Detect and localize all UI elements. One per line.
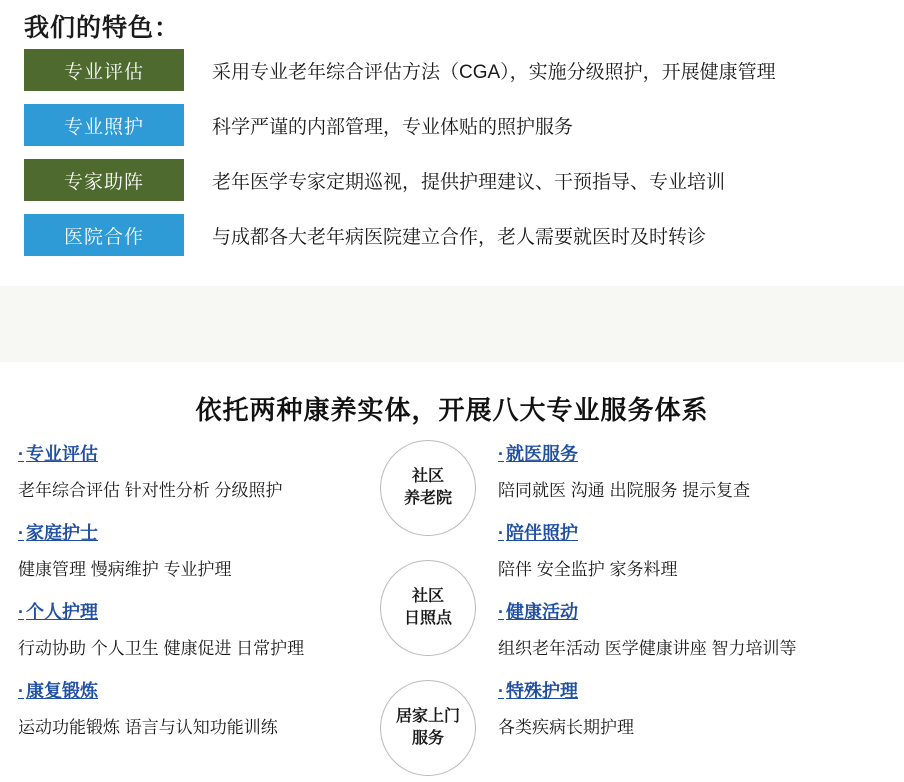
service-heading [498,440,828,466]
feature-tag: 专业照护 [24,104,184,146]
bullet-icon: · [498,523,504,543]
bullet-icon: · [18,444,24,464]
service-description: 健康管理 慢病维护 专业护理 [18,560,232,579]
service-heading [18,440,348,466]
service-heading [498,598,828,624]
service-heading-label: 个人护理 [26,602,98,622]
service-heading-label: 特殊护理 [506,681,578,701]
section-divider-band [0,286,904,362]
feature-tag: 专业评估 [24,49,184,91]
bullet-icon: · [18,681,24,701]
features-section [0,0,904,300]
service-heading-label: 家庭护士 [26,523,98,543]
service-item [18,598,348,659]
service-heading-label: 康复锻炼 [26,681,98,701]
feature-row [24,103,880,147]
service-heading [18,519,348,545]
service-item [18,519,348,580]
bullet-icon: · [498,444,504,464]
service-item [498,440,828,501]
bullet-icon: · [498,681,504,701]
feature-tag: 医院合作 [24,214,184,256]
features-title: 我们的特色： [24,14,181,42]
service-heading [18,677,348,703]
service-item [498,519,828,580]
feature-text: 与成都各大老年病医院建立合作，老人需要就医时及时转诊 [212,226,707,248]
feature-row [24,213,880,257]
service-description: 陪同就医 沟通 出院服务 提示复查 [498,481,751,500]
services-right-column [498,440,828,756]
entity-circle-line2: 养老院 [403,490,452,507]
service-heading-label: 专业评估 [26,444,98,464]
service-item [18,677,348,738]
services-title: 依托两种康养实体，开展八大专业服务体系 [195,395,709,425]
service-item [498,677,828,738]
bullet-icon: · [498,602,504,622]
service-heading-label: 就医服务 [506,444,578,464]
services-left-column [18,440,348,756]
entity-circle-line1: 居家上门 [395,708,460,726]
service-heading [18,598,348,624]
entity-circle-line2: 日照点 [403,610,452,627]
feature-text: 老年医学专家定期巡视，提供护理建议、干预指导、专业培训 [212,171,726,193]
entity-circle-line2: 服务 [411,730,444,747]
feature-row [24,48,880,92]
service-heading-label: 健康活动 [506,602,578,622]
feature-text: 采用专业老年综合评估方法（CGA），实施分级照护，开展健康管理 [212,61,776,83]
bullet-icon: · [18,602,24,622]
service-item [498,598,828,659]
entity-circle-line1: 社区 [411,468,444,486]
service-description: 陪伴 安全监护 家务料理 [498,560,678,579]
service-description: 老年综合评估 针对性分析 分级照护 [18,481,283,500]
feature-tag: 专家助阵 [24,159,184,201]
service-description: 组织老年活动 医学健康讲座 智力培训等 [498,639,797,658]
service-heading [498,677,828,703]
entity-circle [380,560,476,656]
entity-circle [380,440,476,536]
service-description: 各类疾病长期护理 [498,718,634,737]
services-section [0,362,904,782]
service-heading-label: 陪伴照护 [506,523,578,543]
entity-circle-line1: 社区 [411,588,444,606]
service-description: 运动功能锻炼 语言与认知功能训练 [18,718,278,737]
feature-text: 科学严谨的内部管理，专业体贴的照护服务 [212,116,574,138]
feature-row [24,158,880,202]
entity-circle [380,680,476,776]
bullet-icon: · [18,523,24,543]
service-description: 行动协助 个人卫生 健康促进 日常护理 [18,639,305,658]
service-heading [498,519,828,545]
service-item [18,440,348,501]
